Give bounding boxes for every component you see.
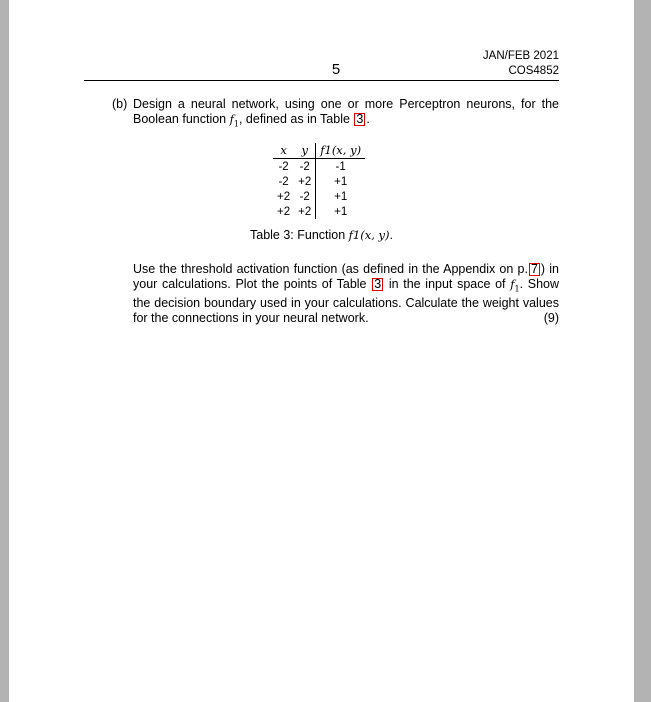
function-symbol: $f_1$ bbox=[229, 112, 239, 129]
table-cell: +2 bbox=[294, 204, 316, 219]
table-cell: +2 bbox=[294, 174, 316, 189]
page-reference-link[interactable]: 7 bbox=[530, 262, 538, 276]
table-reference-link[interactable]: 3 bbox=[374, 277, 382, 291]
table-cell: +2 bbox=[277, 190, 291, 203]
function-symbol: $f_1$ bbox=[510, 277, 520, 294]
question-text: Design a neural network, using one or more Perceptron neurons, for the Boolean function $f_1$, defined as in Table 3 . bbox=[133, 97, 559, 129]
page-number: 5 bbox=[331, 61, 341, 78]
table-cell: +1 bbox=[334, 175, 348, 188]
table-cell: +1 bbox=[334, 205, 348, 218]
truth-table bbox=[273, 143, 365, 219]
table-cell: -2 bbox=[294, 159, 316, 175]
table-cell: -2 bbox=[294, 189, 316, 204]
table-caption: Table 3: Function f1(x, y). bbox=[250, 228, 393, 242]
table-row bbox=[273, 204, 365, 219]
table-reference-link[interactable]: 3 bbox=[356, 112, 364, 126]
table-cell: -2 bbox=[278, 160, 289, 173]
question-text-mid: , defined as in Table bbox=[238, 112, 354, 126]
exam-date: JAN/FEB 2021 bbox=[482, 50, 559, 62]
course-code: COS4852 bbox=[508, 65, 559, 77]
table-cell: +2 bbox=[277, 205, 291, 218]
page-header-info bbox=[483, 49, 559, 79]
table-header-x: x bbox=[273, 143, 294, 159]
table-header-y: y bbox=[294, 143, 316, 159]
question-text-start: Design a neural network, using one or more Perceptron neurons, for the Boolean function bbox=[133, 97, 559, 126]
table-row bbox=[273, 159, 365, 175]
table-row bbox=[273, 189, 365, 204]
question-part-label: (b) bbox=[112, 97, 128, 111]
caption-math: f1(x, y) bbox=[348, 228, 390, 242]
document-page bbox=[9, 0, 634, 702]
header-rule bbox=[84, 80, 559, 81]
table-header-f: f1(x, y) bbox=[316, 143, 365, 159]
instructions-text: Use the threshold activation function (as defined in the Appendix on p. 7 ) in your calculations. Plot the points of Table 3 in the input space of $f_1$. Show the decision boundary used in your calculations. Calculate the weight values for the connections in your neural network. (9) bbox=[133, 262, 559, 326]
table-cell: -2 bbox=[278, 175, 289, 188]
table-row bbox=[273, 174, 365, 189]
marks-value: (9) bbox=[543, 311, 559, 326]
table-cell: +1 bbox=[334, 190, 348, 203]
table-cell: -1 bbox=[335, 160, 346, 173]
